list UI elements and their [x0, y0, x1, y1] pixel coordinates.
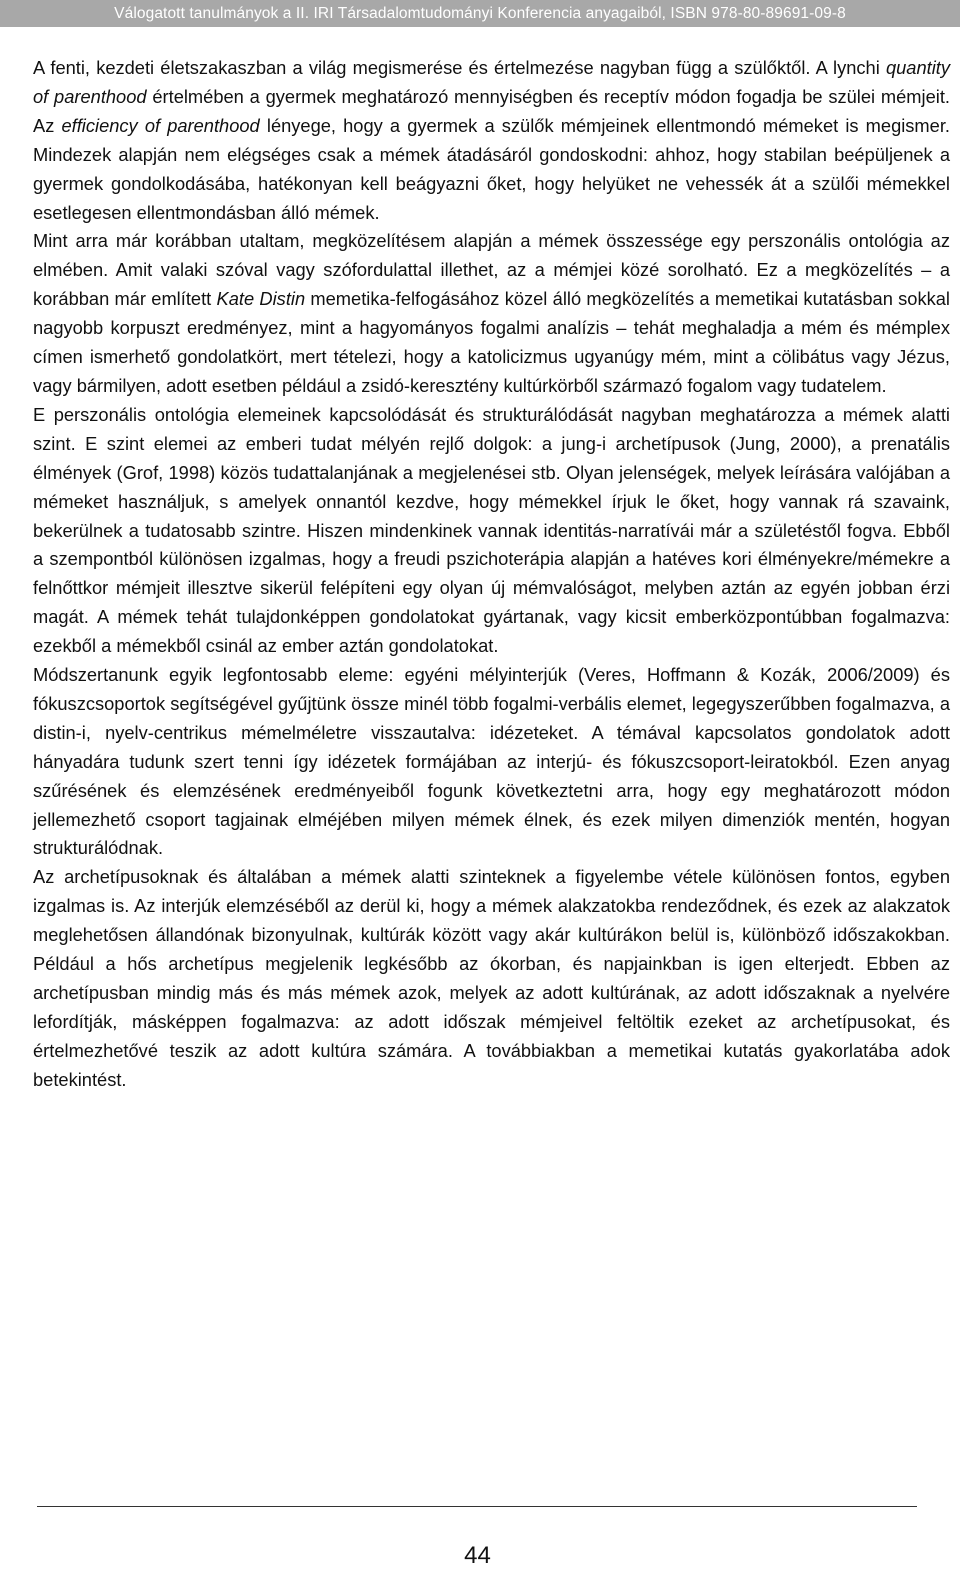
paragraph-2-text-a: Mint arra már korábban utaltam, megközelítésem alapján a mémek összessége egy perszonális ontológia az elmében. Amit valaki szóval vagy szófordulattal illethet, az a mémjei közé sorolható. Ez a megközelítés – a korábban már említett — [33, 230, 950, 310]
footer-divider — [37, 1506, 917, 1507]
running-header-title: Válogatott tanulmányok a II. IRI Társadalomtudományi Konferencia anyagaiból, ISBN 978-80-89691-09-8 — [114, 5, 846, 22]
paragraph-1 — [33, 54, 950, 227]
paragraph-1-text-a: A fenti, kezdeti életszakaszban a világ megismerése és értelmezése nagyban függ a szülőktől. A lynchi — [33, 57, 886, 78]
page-number: 44 — [464, 1542, 491, 1569]
paragraph-1-text-c: értelmében a gyermek meghatározó mennyiségben és receptív módon fogadja be szülei mémjeit. Az — [33, 85, 950, 136]
paragraph-5: Az archetípusoknak és általában a mémek alatti szinteknek a figyelembe vétele különösen fontos, egyben izgalmas is. Az interjúk elemzéséből az derül ki, hogy a mémek alakzatokba rendeződnek, és ezek az alakzatok meglehetősen állandónak bizonyulnak, kultúrák között vagy akár kultúrákon belül is, különböző időszakokban. Például a hős archetípus megjelenik legkésőbb az ókorban, és napjainkban is igen elterjedt. Ebben az archetípusban mindig más és más mémek azok, melyek az adott kultúrának, az adott időszaknak a nyelvére lefordítják, másképpen fogalmazva: az adott időszak mémjeivel feltöltik ezeket az archetípusokat, és értelmezhetővé teszik az adott kultúra számára. A továbbiakban a memetikai kutatás gyakorlatába adok betekintést. — [33, 866, 950, 1090]
paragraph-1-text-e: lényege, hogy a gyermek a szülők mémjeinek ellentmondó mémeket is megismer. Mindezek alapján nem elégséges csak a mémek átadásáról gondoskodni: ahhoz, hogy stabilan beépüljenek a gyermek gondolkodásába, hatékonyan kell beágyazni őket, hogy helyüket ne vehessék át a szülői mémekkel esetlegesen ellentmondásban álló mémek. — [33, 114, 950, 223]
paragraph-3: E perszonális ontológia elemeinek kapcsolódását és strukturálódását nagyban meghatározza a mémek alatti szint. E szint elemei az emberi tudat mélyén rejlő dolgok: a jung-i archetípusok (Jung, 2000), a prenatális élmények (Grof, 1998) közös tudattalanjának a megjelenései stb. Olyan jelenségek, melyek leírására valójában a mémeket használjuk, s amelyek onnantól kezdve, hogy mémekkel írjuk le őket, hogy vannak rá szavaink, bekerülnek a tudatosabb szintre. Hiszen mindenkinek vannak identitás-narratívái már a születéstől fogva. Ebből a szempontból különösen izgalmas, hogy a freudi pszichoterápia alapján a hatéves kori élményekre/mémekre a felnőttkor mémjeit illesztve sikerül felépíteni egy olyan új mémvalóságot, melyben aztán az egyén jobban érzi magát. A mémek tehát tulajdonképpen gondolatokat gyártanak, vagy kicsit emberközpontúbban fogalmazva: ezekből a mémekből csinál az ember aztán gondolatokat. — [33, 403, 950, 657]
paragraph-2-text-c: memetika-felfogásához közel álló megközelítés a memetikai kutatásban sokkal nagyobb korpuszt eredményez, mint a hagyományos fogalmi analízis – tehát meghaladja a mém és mémplex címen ismerhető gondolatkört, mert tételezi, hogy a katolicizmus ugyanúgy mém, mint a cölibátus vagy Jézus, vagy bármilyen, adott esetben például a zsidó-keresztény kultúrkörből származó fogalom vagy tudatelem. — [33, 288, 950, 396]
term-efficiency-of-parenthood: efficiency of parenthood — [61, 114, 260, 136]
running-header — [0, 0, 960, 27]
paragraph-4: Módszertanunk egyik legfontosabb eleme: egyéni mélyinterjúk (Veres, Hoffmann & Kozák, 2006/2009) és fókuszcsoportok segítségével gyűjtünk össze minél több fogalmi-verbális elemet, legegyszerűbben fogalmazva, a distin-i, nyelv-centrikus mémelméletre visszautalva: idézeteket. A témával kapcsolatos gondolatok adott hányadára tudunk szert tenni így idézetek formájában az interjú- és fókuszcsoport-leiratokból. Ezen anyag szűrésének és elemzésének eredményeiből fogunk következtetni arra, hogy egy meghatározott módon jellemezhető csoport tagjainak elméjében milyen mémek élnek, és ezek milyen dimenziók mentén, hogyan strukturálódnak. — [33, 664, 950, 859]
author-kate-distin: Kate Distin — [216, 288, 306, 310]
term-quantity-of-parenthood: quantity of parenthood — [33, 57, 950, 107]
body-text — [33, 54, 950, 1095]
paragraph-2 — [33, 227, 950, 400]
